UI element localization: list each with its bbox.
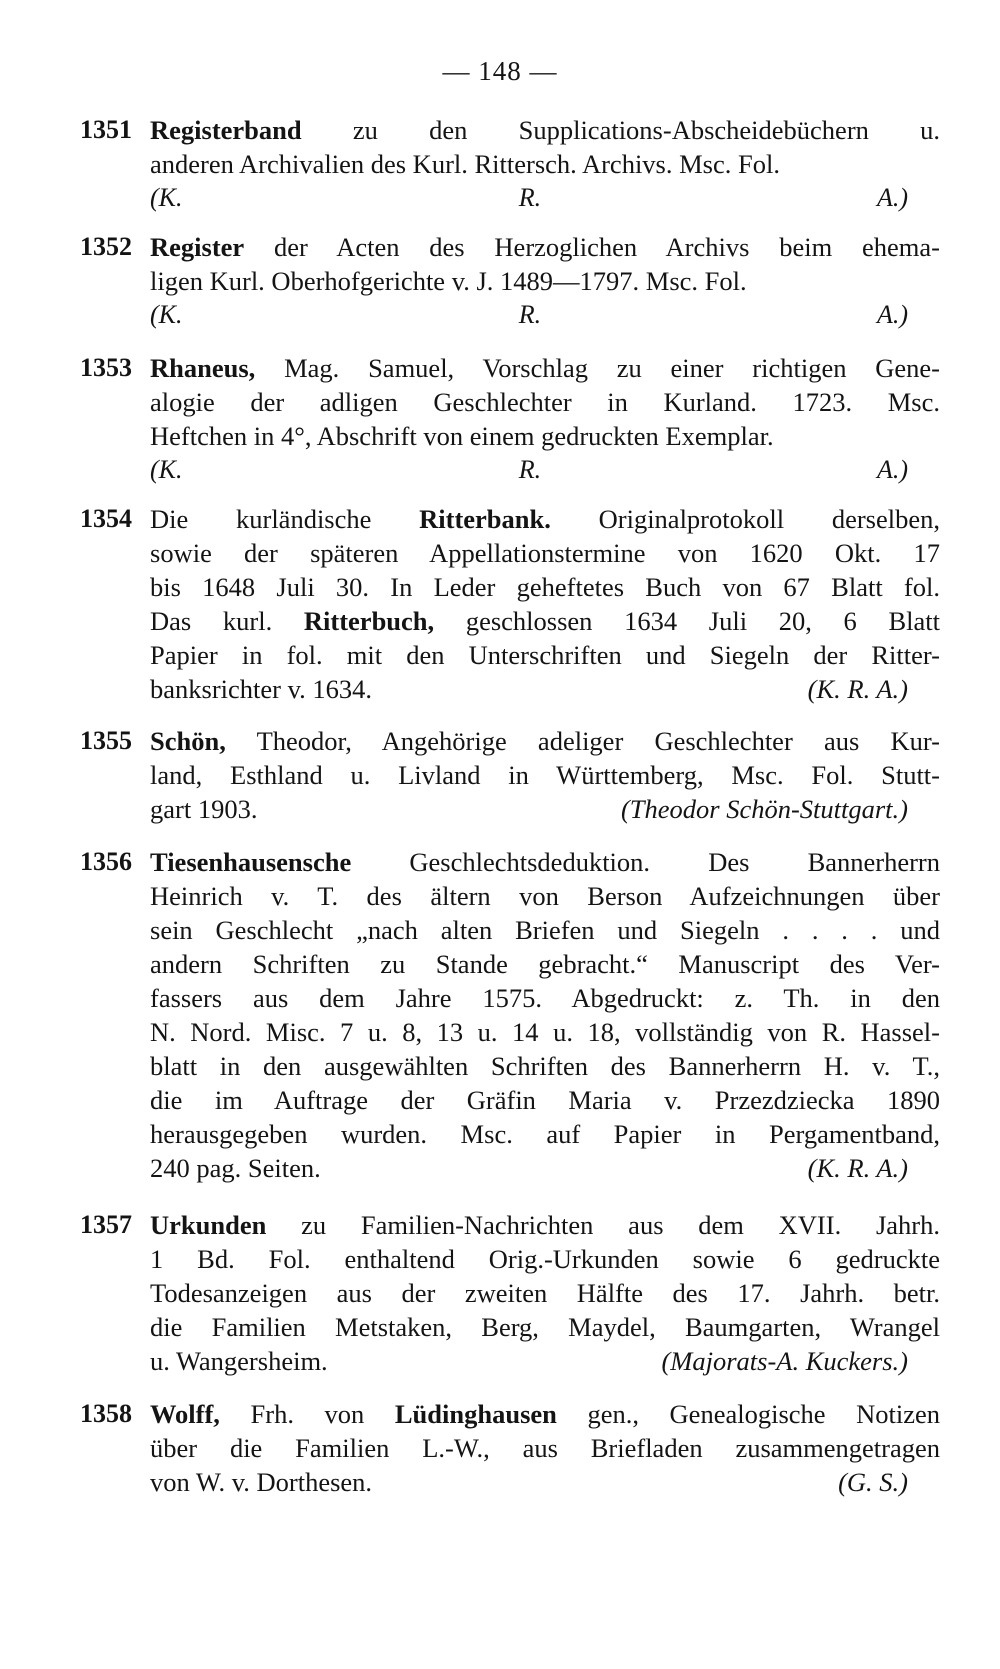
entry-text: Register der Acten des Herzoglichen Archivs beim ehema- ligen Kurl. Oberhofgerichte v. J. 1489—1797. Msc. Fol. (K. R. A.) <box>150 230 940 332</box>
source-note: (G. S.) <box>838 1467 908 1497</box>
entry-text: Schön, Theodor, Angehörige adeliger Geschlechter aus Kur- land, Esthland u. Livland in Württemberg, Msc. Fol. Stutt- gart 1903. (Theodor Schön-Stuttgart.) <box>150 726 940 824</box>
entry-title: Registerband <box>150 115 302 145</box>
source-note: (K. R. A.) <box>807 1153 908 1183</box>
entry-text: Urkunden zu Familien-Nachrichten aus dem XVII. Jahrh. 1 Bd. Fol. enthaltend Orig.-Urkunden sowie 6 gedruckte Todesanzeigen aus der zweiten Hälfte des 17. Jahrh. betr. die Familien Metstaken, Berg, Maydel, Baumgarten, Wrangel u. Wangersheim. (Majorats-A. Kuckers.) <box>150 1210 940 1376</box>
entry-1352 <box>80 230 940 332</box>
entry-number: 1358 <box>80 1399 132 1428</box>
entry-number: 1354 <box>80 504 132 533</box>
entry-1354 <box>80 502 940 706</box>
entry-1355 <box>80 724 940 826</box>
entry-number: 1355 <box>80 726 132 755</box>
source-note: (Majorats-A. Kuckers.) <box>661 1346 908 1376</box>
entry-title: Schön, <box>150 726 226 756</box>
entry-title: Register <box>150 232 245 262</box>
entry-text: Registerband zu den Supplications-Abscheidebüchern u. anderen Archivalien des Kurl. Rittersch. Archivs. Msc. Fol. (K. R. A.) <box>150 113 940 215</box>
entry-text: Rhaneus, Mag. Samuel, Vorschlag zu einer richtigen Gene- alogie der adligen Geschlechter in Kurland. 1723. Msc. Heftchen in 4°, Abschrift von einem gedruckten Exemplar. (K. R. A.) <box>150 351 940 487</box>
entry-text: Wolff, Frh. von Lüdinghausen gen., Genealogische Notizen über die Familien L.-W., aus Briefladen zusammengetragen von W. v. Dorthesen. (G. S.) <box>150 1399 940 1497</box>
entry-number: 1353 <box>80 353 132 382</box>
entry-text: Die kurländische Ritterbank. Originalprotokoll derselben, sowie der späteren Appellationstermine von 1620 Okt. 17 bis 1648 Juli 30. In Leder geheftetes Buch von 67 Blatt fol. Das kurl. Ritterbuch, geschlossen 1634 Juli 20, 6 Blatt Papier in fol. mit den Unterschriften und Siegeln der Ritter- banksrichter v. 1634. (K. R. A.) <box>150 504 941 704</box>
entry-1358 <box>80 1397 940 1499</box>
entry-number: 1357 <box>80 1210 132 1239</box>
entry-number: 1356 <box>80 847 132 876</box>
source-note: (Theodor Schön-Stuttgart.) <box>620 794 908 824</box>
source-note: (K. R. A.) <box>150 183 908 212</box>
entry-title: Urkunden <box>150 1210 267 1240</box>
entry-title: Rhaneus, <box>150 353 256 383</box>
entry-title: Tiesenhausensche <box>150 847 352 877</box>
source-note: (K. R. A.) <box>150 300 908 329</box>
entry-title: Wolff, <box>150 1399 220 1429</box>
entry-subtitle: Ritterbuch, <box>303 606 435 636</box>
entry-number: 1352 <box>80 232 132 261</box>
source-note: (K. R. A.) <box>807 674 908 704</box>
entry-text: Tiesenhausensche Geschlechtsdeduktion. Des Bannerherrn Heinrich v. T. des ältern von Berson Aufzeichnungen über sein Geschlecht „nach alten Briefen und Siegeln . . . . und andern Schriften zu Stande gebracht.“ Manuscript des Ver- fassers aus dem Jahre 1575. Abgedruckt: z. Th. in den N. Nord. Misc. 7 u. 8, 13 u. 14 u. 18, vollständig von R. Hassel- blatt in den ausgewählten Schriften des Bannerherrn H. v. T., die im Auftrage der Gräfin Maria v. Przezdziecka 1890 herausgegeben wurden. Msc. auf Papier in Pergamentband, 240 pag. Seiten. (K. R. A.) <box>150 847 940 1183</box>
entry-1356 <box>80 845 940 1185</box>
entry-1353 <box>80 351 940 487</box>
entry-1357 <box>80 1208 940 1378</box>
page-number: — 148 — <box>442 56 558 86</box>
source-note: (K. R. A.) <box>150 455 908 484</box>
entry-1351 <box>80 113 940 215</box>
entry-title: Ritterbank. <box>419 504 551 534</box>
entry-subtitle: Lüdinghausen <box>394 1399 557 1429</box>
entry-number: 1351 <box>80 115 132 144</box>
